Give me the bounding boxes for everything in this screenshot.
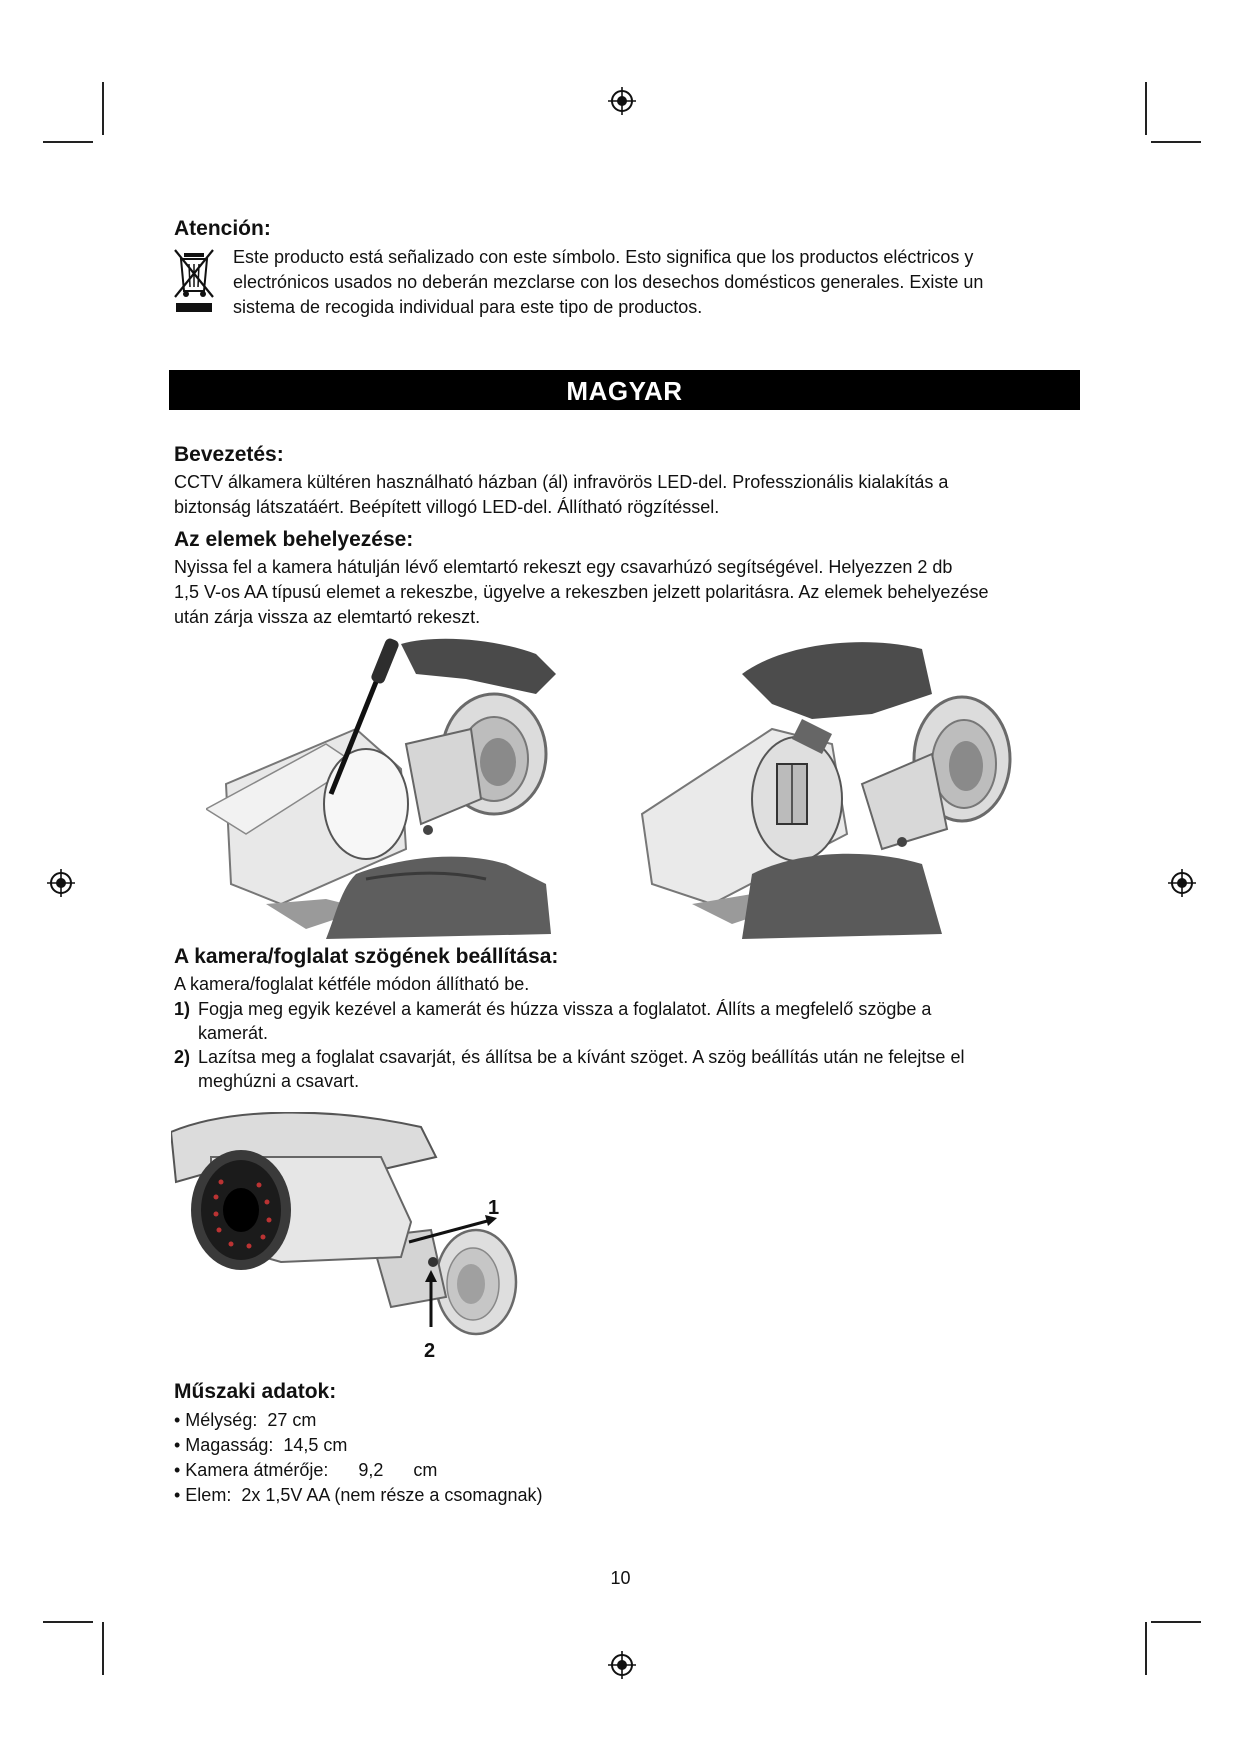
list-item: • Mélység: 27 cm bbox=[174, 1410, 317, 1430]
batteries-heading: Az elemek behelyezése: bbox=[174, 528, 414, 551]
step-text: meghúzni a csavart. bbox=[198, 1071, 360, 1091]
adjust-heading: A kamera/foglalat szögének beállítása: bbox=[174, 945, 559, 968]
step-text: Fogja meg egyik kezével a kamerát és húzza vissza a foglalatot. Állíts a megfelelő szögbe a bbox=[198, 999, 932, 1019]
crop-mark bbox=[1151, 141, 1201, 143]
attention-text bbox=[233, 245, 983, 320]
attention-line: electrónicos usados no deberán mezclarse con los desechos domésticos generales. Existe un bbox=[233, 272, 984, 292]
list-item: • Kamera átmérője: 9,2 cm bbox=[174, 1460, 438, 1480]
callout-1: 1 bbox=[488, 1197, 500, 1219]
step-text: kamerát. bbox=[198, 1023, 269, 1043]
specs-list bbox=[174, 1408, 542, 1508]
batteries-text bbox=[174, 555, 988, 630]
page-number: 10 bbox=[610, 1568, 631, 1588]
weee-bin-icon bbox=[172, 247, 216, 315]
attention-line: Este producto está señalizado con este símbolo. Esto significa que los productos eléctricos y bbox=[233, 247, 974, 267]
photo-camera-adjustment bbox=[171, 1112, 533, 1372]
list-item: • Elem: 2x 1,5V AA (nem része a csomagnak) bbox=[174, 1485, 543, 1505]
adjust-intro: A kamera/foglalat kétféle módon állítható be. bbox=[174, 974, 530, 994]
crop-mark bbox=[1151, 1621, 1201, 1623]
batteries-line: Nyissa fel a kamera hátulján lévő elemtartó rekeszt egy csavarhúzó segítségével. Helyezzen 2 db bbox=[174, 557, 953, 577]
callout-2: 2 bbox=[424, 1340, 436, 1362]
crop-mark bbox=[102, 82, 104, 135]
list-item: • Magasság: 14,5 cm bbox=[174, 1435, 348, 1455]
list-item bbox=[174, 1045, 1074, 1093]
step-text: Lazítsa meg a foglalat csavarját, és állítsa be a kívánt szöget. A szög beállítás után ne felejtse el bbox=[198, 1047, 965, 1067]
step-number: 2) bbox=[174, 1047, 191, 1067]
intro-text bbox=[174, 470, 948, 520]
batteries-line: után zárja vissza az elemtartó rekeszt. bbox=[174, 607, 481, 627]
step-number: 1) bbox=[174, 999, 191, 1019]
intro-heading: Bevezetés: bbox=[174, 443, 284, 466]
crop-mark bbox=[43, 1621, 93, 1623]
registration-mark-icon bbox=[607, 86, 637, 116]
photo-insert-batteries bbox=[632, 634, 1020, 939]
attention-heading: Atención: bbox=[174, 217, 271, 240]
language-banner: MAGYAR bbox=[169, 370, 1080, 410]
intro-line: biztonság látszatáért. Beépített villogó LED-del. Állítható rögzítéssel. bbox=[174, 497, 720, 517]
specs-heading: Műszaki adatok: bbox=[174, 1380, 337, 1403]
crop-mark bbox=[43, 141, 93, 143]
list-item bbox=[174, 997, 1074, 1045]
photo-open-battery-cover bbox=[206, 634, 569, 939]
crop-mark bbox=[102, 1622, 104, 1675]
registration-mark-icon bbox=[1167, 868, 1197, 898]
registration-mark-icon bbox=[607, 1650, 637, 1680]
registration-mark-icon bbox=[46, 868, 76, 898]
attention-line: sistema de recogida individual para este tipo de productos. bbox=[233, 297, 703, 317]
intro-line: CCTV álkamera kültéren használható házban (ál) infravörös LED-del. Professzionális kialakítás a bbox=[174, 472, 949, 492]
batteries-line: 1,5 V-os AA típusú elemet a rekeszbe, ügyelve a rekeszben jelzett polaritásra. Az elemek behelyezése bbox=[174, 582, 989, 602]
adjust-steps bbox=[174, 997, 1074, 1093]
crop-mark bbox=[1145, 82, 1147, 135]
crop-mark bbox=[1145, 1622, 1147, 1675]
